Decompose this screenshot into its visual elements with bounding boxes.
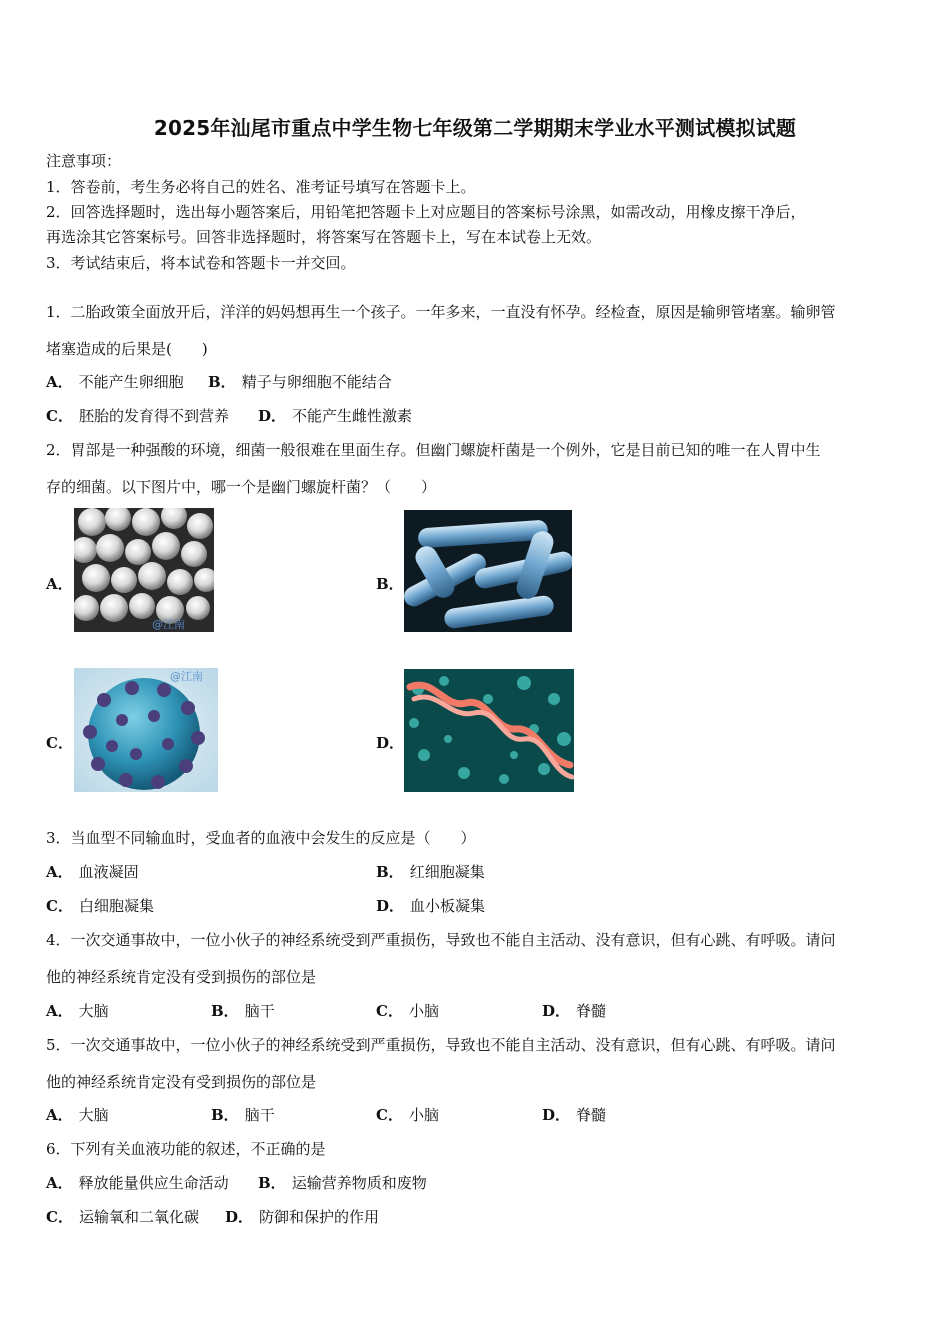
q5-option-b[interactable]: B． 脑干 <box>211 1106 275 1124</box>
q2-option-d-label[interactable]: D． <box>376 734 405 752</box>
q4-option-d[interactable]: D． 脊髓 <box>542 1002 607 1020</box>
question-4-stem: 他的神经系统肯定没有受到损伤的部位是 <box>46 968 317 986</box>
q6-option-d[interactable]: D． 防御和保护的作用 <box>225 1208 380 1226</box>
q1-option-b[interactable]: B． 精子与卵细胞不能结合 <box>208 373 392 391</box>
q1-option-d[interactable]: D． 不能产生雌性激素 <box>258 407 413 425</box>
q3-option-d[interactable]: D． 血小板凝集 <box>376 897 486 915</box>
watermark: @江南 <box>170 670 203 683</box>
notice-item: 1．答卷前，考生务必将自己的姓名、准考证号填写在答题卡上。 <box>46 178 476 196</box>
q1-option-a[interactable]: A． 不能产生卵细胞 <box>46 373 184 391</box>
question-3-stem: 3．当血型不同输血时，受血者的血液中会发生的反应是（ ） <box>46 829 476 847</box>
q6-option-b[interactable]: B． 运输营养物质和废物 <box>258 1174 427 1192</box>
notice-item: 3．考试结束后，将本试卷和答题卡一并交回。 <box>46 254 356 272</box>
notice-heading: 注意事项： <box>46 152 122 170</box>
q2-option-a-label[interactable]: A． <box>46 575 73 593</box>
q3-option-a[interactable]: A． 血液凝固 <box>46 863 139 881</box>
q6-option-a[interactable]: A． 释放能量供应生命活动 <box>46 1174 229 1192</box>
q5-option-d[interactable]: D． 脊髓 <box>542 1106 607 1124</box>
q6-option-c[interactable]: C． 运输氧和二氧化碳 <box>46 1208 199 1226</box>
q4-option-c[interactable]: C． 小脑 <box>376 1002 439 1020</box>
q3-option-b[interactable]: B． 红细胞凝集 <box>376 863 485 881</box>
question-4-stem: 4．一次交通事故中，一位小伙子的神经系统受到严重损伤，导致也不能自主活动、没有意识，但有心跳、有呼吸。请问 <box>46 931 836 949</box>
q5-option-c[interactable]: C． 小脑 <box>376 1106 439 1124</box>
notice-item: 再选涂其它答案标号。回答非选择题时，将答案写在答题卡上，写在本试卷上无效。 <box>46 228 602 246</box>
q1-option-c[interactable]: C． 胚胎的发育得不到营养 <box>46 407 229 425</box>
q5-option-a[interactable]: A． 大脑 <box>46 1106 109 1124</box>
q4-option-a[interactable]: A． 大脑 <box>46 1002 109 1020</box>
spiral-bacteria-image[interactable] <box>404 669 574 792</box>
question-2-stem: 2．胃部是一种强酸的环境，细菌一般很难在里面生存。但幽门螺旋杆菌是一个例外，它是目前已知的唯一在人胃中生 <box>46 441 821 459</box>
question-6-stem: 6．下列有关血液功能的叙述，不正确的是 <box>46 1140 326 1158</box>
cocci-cluster-image[interactable] <box>74 508 214 632</box>
virus-particle-image[interactable] <box>74 668 218 792</box>
question-5-stem: 他的神经系统肯定没有受到损伤的部位是 <box>46 1073 317 1091</box>
question-5-stem: 5．一次交通事故中，一位小伙子的神经系统受到严重损伤，导致也不能自主活动、没有意识，但有心跳、有呼吸。请问 <box>46 1036 836 1054</box>
watermark: @江南 <box>152 618 185 631</box>
notice-item: 2．回答选择题时，选出每小题答案后，用铅笔把答题卡上对应题目的答案标号涂黑，如需改动，用橡皮擦干净后， <box>46 203 806 221</box>
q3-option-c[interactable]: C． 白细胞凝集 <box>46 897 154 915</box>
rod-bacteria-image[interactable] <box>404 510 572 632</box>
q2-option-c-label[interactable]: C． <box>46 734 73 752</box>
page-title: 2025年汕尾市重点中学生物七年级第二学期期末学业水平测试模拟试题 <box>153 116 797 140</box>
question-1-stem: 1．二胎政策全面放开后，洋洋的妈妈想再生一个孩子。一年多来，一直没有怀孕。经检查，原因是输卵管堵塞。输卵管 <box>46 303 836 321</box>
question-2-stem: 存的细菌。以下图片中，哪一个是幽门螺旋杆菌？（ ） <box>46 478 437 496</box>
question-1-stem: 堵塞造成的后果是( ) <box>46 340 208 358</box>
q2-option-b-label[interactable]: B． <box>376 575 404 593</box>
q4-option-b[interactable]: B． 脑干 <box>211 1002 275 1020</box>
